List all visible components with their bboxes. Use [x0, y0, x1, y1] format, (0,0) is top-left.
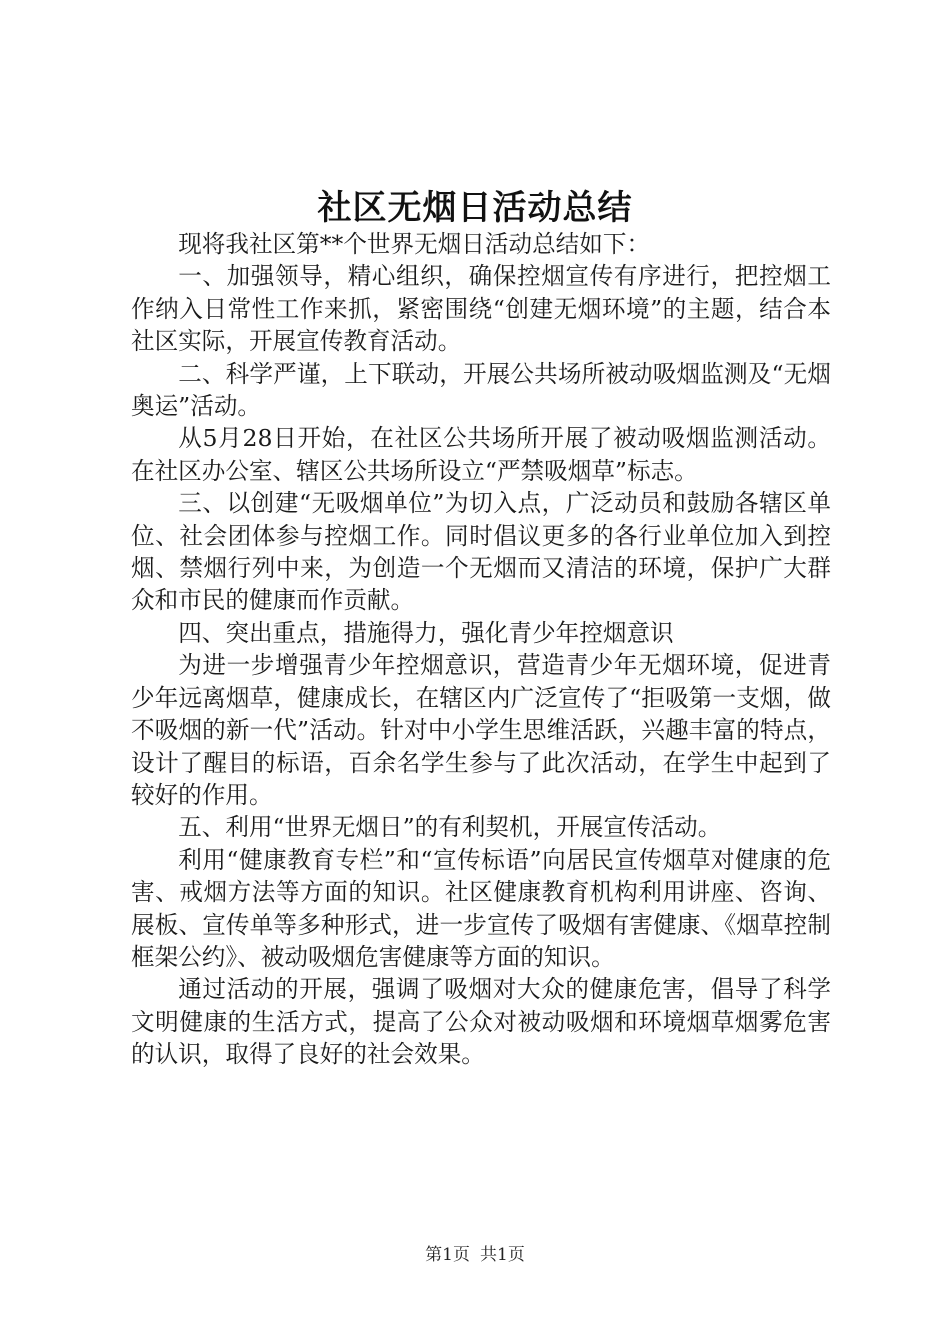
paragraph-section-4: 四、突出重点，措施得力，强化青少年控烟意识: [178, 618, 674, 647]
paragraph-conclusion: 通过活动的开展，强调了吸烟对大众的健康危害，倡导了科学文明健康的生活方式，提高了公众对被动吸烟和环境烟草烟雾危害的认识，取得了良好的社会效果。: [131, 975, 831, 1069]
paragraph-section-4-detail: 为进一步增强青少年控烟意识，营造青少年无烟环境，促进青少年远离烟草，健康成长，在辖区内广泛宣传了“拒吸第一支烟，做不吸烟的新一代”活动。针对中小学生思维活跃，兴趣丰富的特点，设计了醒目的标语，百余名学生参与了此次活动，在学生中起到了较好的作用。: [131, 651, 831, 809]
paragraph-section-5-detail: 利用“健康教育专栏”和“宣传标语”向居民宣传烟草对健康的危害、戒烟方法等方面的知识。社区健康教育机构利用讲座、咨询、展板、宣传单等多种形式，进一步宣传了吸烟有害健康、《烟草控制框架公约》、被动吸烟危害健康等方面的知识。: [131, 845, 831, 971]
document-title: 社区无烟日活动总结: [317, 188, 633, 228]
paragraph-section-5: 五、利用“世界无烟日”的有利契机，开展宣传活动。: [178, 813, 722, 842]
page-footer: [0, 1243, 950, 1267]
paragraph-intro: 现将我社区第**个世界无烟日活动总结如下：: [178, 230, 651, 258]
paragraph-section-1: 一、加强领导，精心组织，确保控烟宣传有序进行，把控烟工作纳入日常性工作来抓，紧密围绕“创建无烟环境”的主题，结合本社区实际，开展宣传教育活动。: [131, 262, 831, 356]
document-body: [131, 228, 831, 1071]
page-number: 第1页: [425, 1245, 470, 1265]
paragraph-section-2-detail: 从5月28日开始，在社区公共场所开展了被动吸烟监测活动。在社区办公室、辖区公共场所设立“严禁吸烟草”标志。: [131, 424, 831, 485]
paragraph-section-3: 三、以创建“无吸烟单位”为切入点，广泛动员和鼓励各辖区单位、社会团体参与控烟工作。同时倡议更多的各行业单位加入到控烟、禁烟行列中来，为创造一个无烟而又清洁的环境，保护广大群众和市民的健康而作贡献。: [131, 489, 831, 615]
page-count: 共1页: [480, 1245, 525, 1265]
paragraph-section-2: 二、科学严谨，上下联动，开展公共场所被动吸烟监测及“无烟奥运”活动。: [131, 359, 831, 421]
